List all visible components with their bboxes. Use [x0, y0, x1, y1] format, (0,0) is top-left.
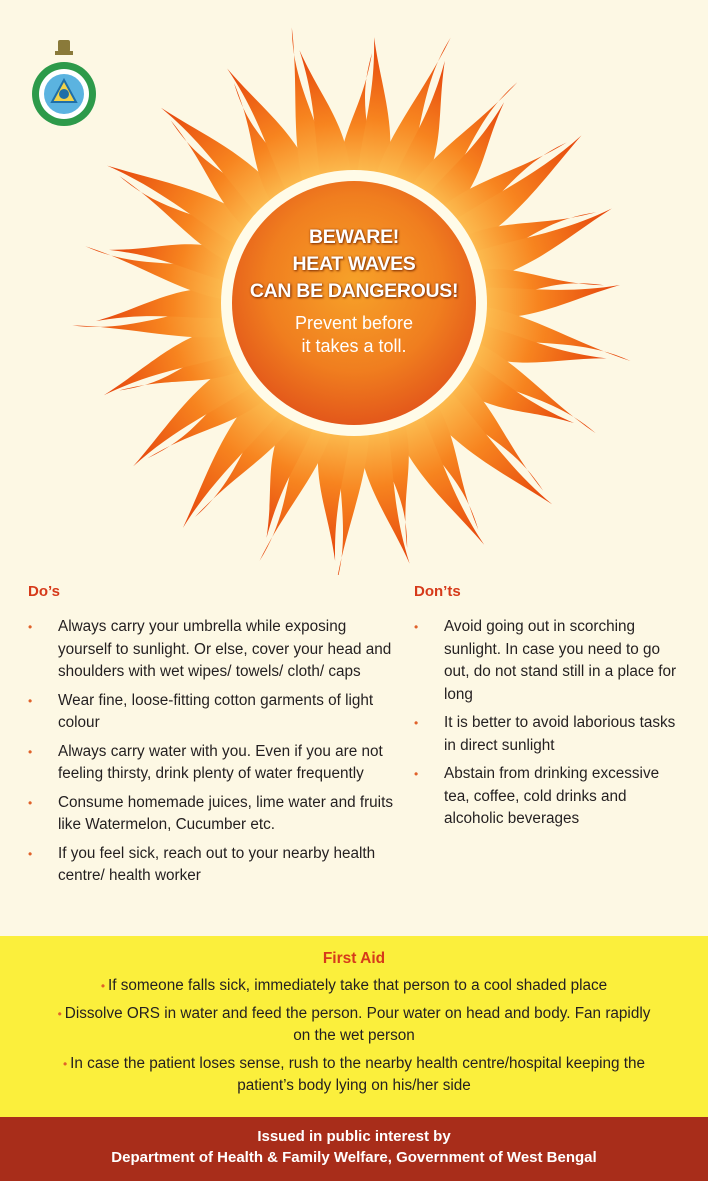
ashoka-emblem-icon	[55, 40, 73, 55]
tagline	[234, 312, 474, 358]
dos-item: • Always carry water with you. Even if you are not feeling thirsty, drink plenty of water frequently	[28, 742, 383, 782]
dos-column	[28, 583, 398, 894]
headline-line-3: CAN BE DANGEROUS!	[249, 280, 459, 302]
bullet-icon: •	[28, 744, 33, 759]
tagline-line-1: Prevent before	[294, 313, 414, 333]
bullet-icon: •	[414, 620, 419, 634]
bullet-icon: •	[414, 716, 419, 730]
donts-title: Don’ts	[414, 583, 461, 600]
dos-item: • Wear fine, loose-fitting cotton garments of light colour	[28, 691, 374, 731]
bullet-icon: •	[28, 620, 33, 634]
bullet-icon: •	[100, 979, 106, 993]
sun-graphic-area	[0, 0, 708, 575]
headline-line-2: HEAT WAVES	[292, 253, 416, 275]
bullet-icon: •	[28, 846, 33, 861]
dos-title: Do’s	[28, 583, 60, 600]
first-aid-title: First Aid	[322, 950, 386, 967]
dos-item: • Always carry your umbrella while exposing yourself to sunlight. Or else, cover your head and shoulders with wet wipes/ towels/ cloth/ caps	[28, 618, 392, 680]
first-aid-section	[0, 936, 708, 1117]
bullet-icon: •	[62, 1056, 68, 1071]
dos-and-donts	[0, 583, 708, 928]
bullet-icon: •	[57, 1006, 62, 1021]
donts-item: • Avoid going out in scorching sunlight. In case you need to go out, do not stand still in a place for long	[414, 618, 677, 703]
first-aid-item: • In case the patient loses sense, rush to the nearby health centre/hospital keeping the patient’s body lying on his/her side	[62, 1054, 646, 1094]
footer-line-1: Issued in public interest by	[257, 1128, 451, 1145]
issuer-footer	[0, 1117, 708, 1181]
headline-line-1: BEWARE!	[309, 226, 399, 248]
donts-item: • It is better to avoid laborious tasks in direct sunlight	[414, 714, 676, 754]
bullet-icon: •	[414, 767, 419, 781]
donts-column	[414, 583, 686, 837]
tagline-line-2: it takes a toll.	[301, 336, 407, 356]
first-aid-item: • If someone falls sick, immediately take that person to a cool shaded place	[100, 977, 608, 994]
donts-list	[414, 616, 686, 831]
donts-item: • Abstain from drinking excessive tea, coffee, cold drinks and alcoholic beverages	[414, 765, 660, 827]
bullet-icon: •	[28, 693, 33, 708]
warning-headline	[234, 224, 474, 305]
government-emblem-logo	[22, 36, 106, 128]
dos-list	[28, 616, 398, 888]
bullet-icon: •	[28, 795, 33, 810]
first-aid-item: • Dissolve ORS in water and feed the person. Pour water on head and body. Fan rapidly on the wet person	[57, 1004, 651, 1044]
dos-item: • Consume homemade juices, lime water and fruits like Watermelon, Cucumber etc.	[28, 793, 393, 833]
footer-line-2: Department of Health & Family Welfare, Government of West Bengal	[111, 1149, 597, 1166]
sun-message	[234, 224, 474, 358]
dos-item: • If you feel sick, reach out to your nearby health centre/ health worker	[28, 844, 376, 884]
